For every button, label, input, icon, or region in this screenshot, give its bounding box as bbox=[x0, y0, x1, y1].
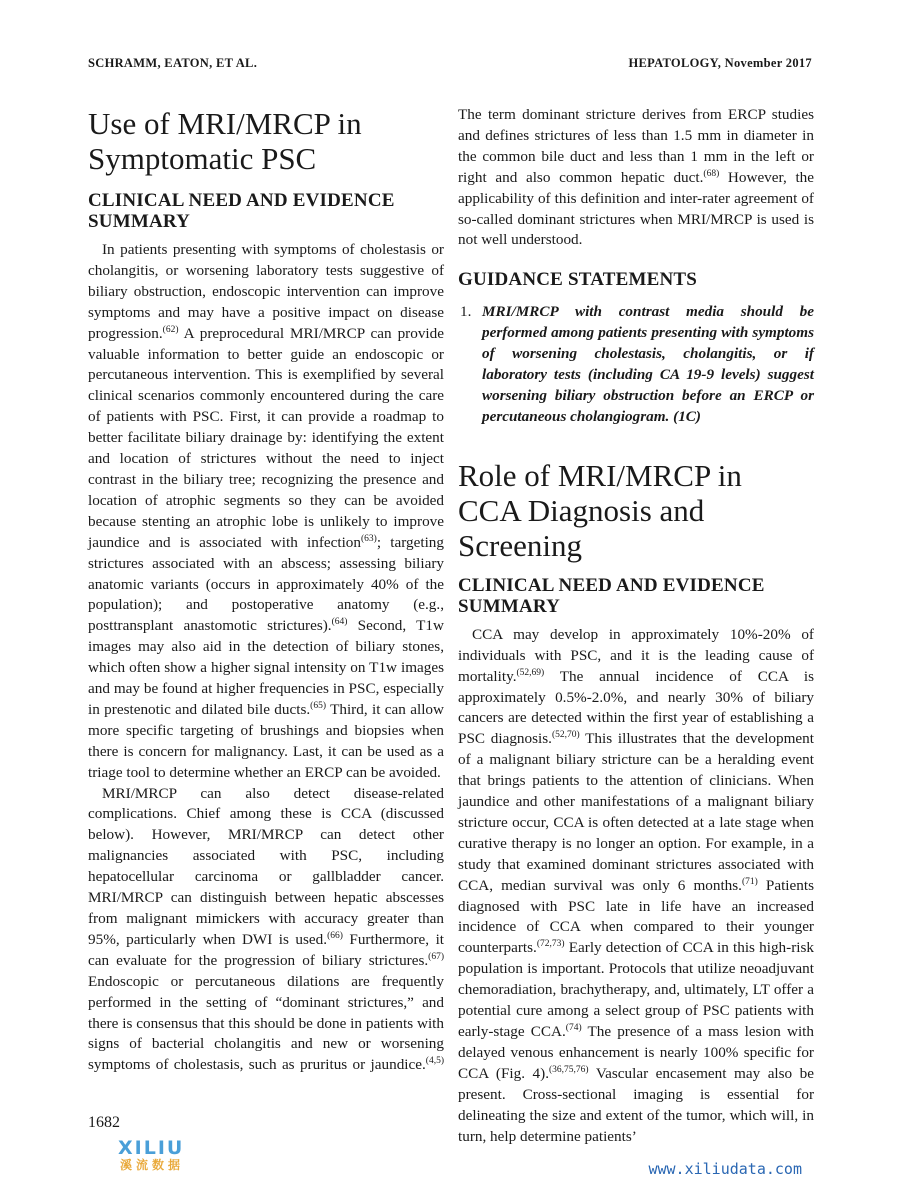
text-run: ; targeting strictures associated with an abscess; assessing biliary anatomic variants (occurs in approximately 40% of the population); and postoperative anatomy (e.g., posttransplant anastomotic strictures). bbox=[88, 533, 444, 635]
guidance-statement-1 bbox=[458, 302, 814, 427]
text-run: Patients diagnosed with PSC late in life have an increased incidence of CCA when compared to their younger counterparts. bbox=[458, 876, 814, 957]
text-run: Early detection of CCA in this high-risk population is important. Protocols that utilize neoadjuvant chemoradiation, brachytherapy, and, ultimately, LT offer a potential cure among a select group of PSC patients with early-stage CCA. bbox=[458, 939, 814, 1040]
section-title-cca-diagnosis: Role of MRI/MRCP in CCA Diagnosis and Screening bbox=[458, 457, 742, 563]
text-run: Furthermore, it can evaluate for the progression of biliary strictures. bbox=[88, 930, 445, 969]
text-run: However, the applicability of this definition and inter-rater agreement of so-called dominant strictures when MRI/MRCP is used is not well understood. bbox=[458, 168, 814, 249]
xiliu-logo bbox=[118, 1138, 198, 1178]
section-title-symptomatic-psc: Use of MRI/MRCP in Symptomatic PSC bbox=[88, 106, 362, 176]
text-run: This illustrates that the development of a malignant biliary stricture can be a heralding event that brings patients to the attention of clinicians. When jaundice and other manifestations of a malignant biliary stricture occur, CCA is often detected at a late stage when curative therapy is no longer an option. For example, in a study that examined dominant strictures associated with CCA, median survival was only 6 months. bbox=[458, 730, 814, 894]
text-run: MRI/MRCP can also detect disease-related complications. Chief among these is CCA (discussed below). However, MRI/MRCP can detect other malignancies associated with PSC, including hepatocellular carcinoma or gallbladder cancer. MRI/MRCP can distinguish between hepatic abscesses from malignant mimickers with accuracy greater than 95%, particularly when DWI is used. bbox=[88, 784, 444, 948]
text-run: The term dominant stricture derives from ERCP studies and defines strictures of less than 1.5 mm in diameter in the common bile duct and less than 1 mm in the left or right and also common hepatic duct. bbox=[458, 106, 814, 186]
text-run: Third, it can allow more specific targeting of brushings and biopsies when there is concern for malignancy. Last, it can be used as a triage tool to determine whether an ERCP can be avoided. bbox=[88, 700, 444, 781]
citation-superscript: (74) bbox=[565, 1022, 582, 1033]
paragraph-cca-1 bbox=[458, 625, 814, 1148]
text-run: The annual incidence of CCA is approximately 0.5%-2.0%, and nearly 30% of biliary cancers are detected within the first year of establishing a PSC diagnosis. bbox=[458, 667, 814, 748]
running-head-journal: HEPATOLOGY, November 2017 bbox=[628, 56, 812, 70]
citation-superscript: (68) bbox=[703, 168, 720, 179]
right-column bbox=[458, 105, 814, 1147]
text-run: In patients presenting with symptoms of cholestasis or cholangitis, or worsening laboratory tests suggestive of biliary obstruction, endoscopic intervention can improve symptoms and may have a positive impact on disease progression. bbox=[88, 241, 444, 342]
left-column bbox=[88, 104, 444, 1076]
text-run: Vascular encasement may also be present. Cross-sectional imaging is essential for delineating the size and extent of the tumor, which will, in turn, help determine patients’ bbox=[458, 1064, 815, 1145]
citation-superscript: (65) bbox=[310, 700, 326, 711]
paragraph-symptomatic-2-continued bbox=[458, 105, 814, 251]
watermark-url[interactable]: www.xiliudata.com bbox=[648, 1160, 802, 1178]
citation-superscript: (4,5) bbox=[425, 1056, 444, 1067]
citation-superscript: (64) bbox=[331, 617, 348, 628]
text-run: Second, T1w images may also aid in the detection of biliary stones, which often show a higher signal intensity on T1w images and may be found at higher frequencies in PSC, especially in prestenotic and dilated bile ducts. bbox=[88, 617, 444, 718]
citation-superscript: (66) bbox=[327, 930, 343, 941]
citation-superscript: (67) bbox=[428, 951, 444, 962]
page-number: 1682 bbox=[88, 1114, 120, 1131]
subhead-guidance-statements: GUIDANCE STATEMENTS bbox=[458, 269, 698, 291]
text-run: A preprocedural MRI/MRCP can provide valuable information to better guide an endoscopic or percutaneous intervention. This is exemplified by several clinical scenarios commonly encountered during the care of patients with PSC. First, it can provide a roadmap to better facilitate biliary drainage by: identifying the extent and location of strictures without the need to inject contrast in the biliary tree; recognizing the presence and location of atrophic segments so they can be avoided because stenting an atrophic lobe is unlikely to improve jaundice and is associated with infection bbox=[88, 324, 444, 551]
subhead-clinical-need-cca: CLINICAL NEED AND EVIDENCE SUMMARY bbox=[458, 574, 765, 617]
citation-superscript: (52,70) bbox=[551, 730, 580, 741]
citation-superscript: (62) bbox=[162, 324, 179, 335]
logo-mark: XILIU bbox=[118, 1137, 185, 1159]
guidance-number: 1. bbox=[460, 303, 472, 321]
text-run: The presence of a mass lesion with delayed venous enhancement is nearly 100% specific for CCA (Fig. 4). bbox=[458, 1023, 815, 1082]
running-head-authors: SCHRAMM, EATON, ET AL. bbox=[88, 56, 258, 70]
citation-superscript: (72,73) bbox=[536, 939, 565, 950]
citation-superscript: (71) bbox=[741, 876, 758, 887]
text-run: CCA may develop in approximately 10%-20% of individuals with PSC, and it is the leading cause of mortality. bbox=[458, 625, 814, 685]
citation-superscript: (36,75,76) bbox=[549, 1064, 589, 1075]
subhead-clinical-need: CLINICAL NEED AND EVIDENCE SUMMARY bbox=[88, 190, 395, 232]
logo-subtitle: 溪流数据 bbox=[120, 1158, 185, 1172]
guidance-text: MRI/MRCP with contrast media should be performed among patients presenting with symptoms of worsening cholestasis, cholangitis, or if laboratory tests (including CA 19-9 levels) suggest worsening biliary obstruction before an ERCP or percutaneous cholangiogram. (1C) bbox=[482, 303, 814, 425]
paragraph-symptomatic-1 bbox=[88, 240, 444, 784]
citation-superscript: (63) bbox=[361, 533, 377, 544]
text-run: Endoscopic or percutaneous dilations are frequently performed in the setting of “dominant strictures,” and there is consensus that this should be done in patients with signs of bacterial cholangitis and new or worsening symptoms of cholestasis, such as pruritus or jaundice. bbox=[88, 972, 444, 1074]
paragraph-symptomatic-2 bbox=[88, 784, 444, 1077]
citation-superscript: (52,69) bbox=[516, 667, 545, 678]
